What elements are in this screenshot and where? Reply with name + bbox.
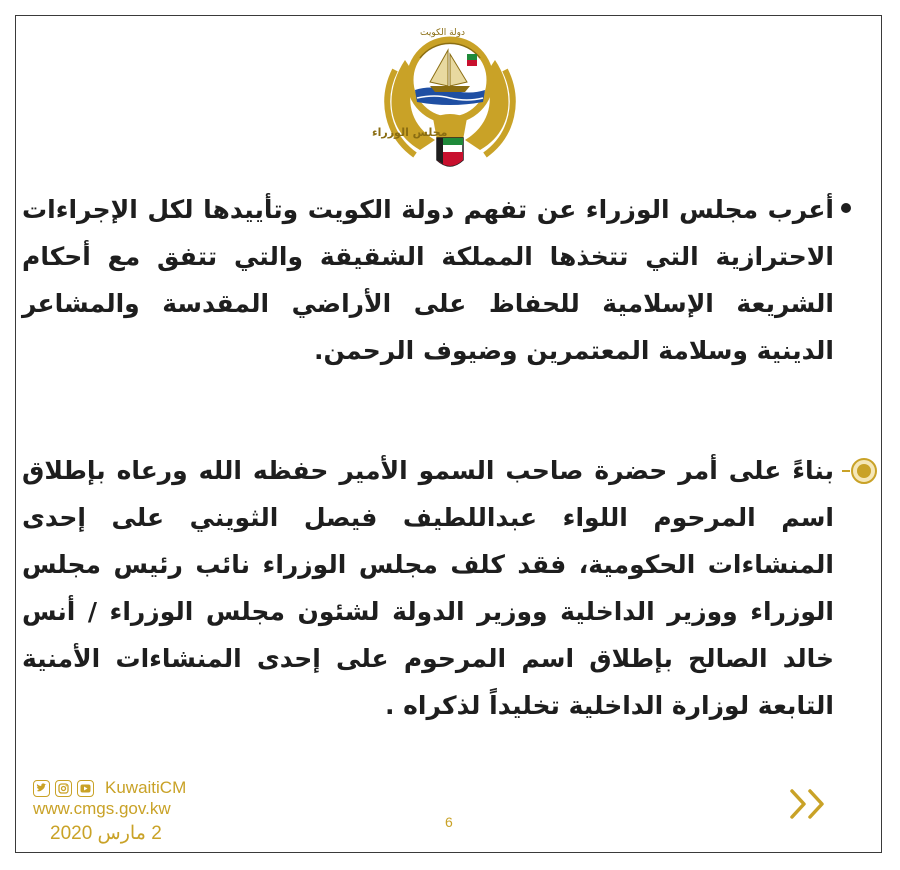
twitter-icon[interactable]	[33, 780, 50, 797]
paragraph-2: بناءً على أمر حضرة صاحب السمو الأمير حفظه الله ورعاه بإطلاق اسم المرحوم اللواء عبداللطيف فيصل الثويني على إحدى المنشاءات الحكومية، فقد كلف مجلس الوزراء نائب رئيس مجلس الوزراء ووزير الداخلية ووزير الدولة لشئون مجلس الوزراء / أنس خالد الصالح بإطلاق اسم المرحوم على إحدى المنشاءات الأمنية التابعة لوزارة الداخلية تخليداً لذكراه .	[22, 456, 834, 720]
social-handle[interactable]: KuwaitiCM	[105, 778, 187, 797]
emblem-side-text: مجلس الوزراء	[372, 126, 448, 139]
gold-bullet-icon	[842, 457, 878, 485]
page-number: 6	[445, 814, 453, 830]
paragraph-1: أعرب مجلس الوزراء عن تفهم دولة الكويت وتأييدها لكل الإجراءات الاحترازية التي تتخذها المملكة الشقيقة والتي تتفق مع أحكام الشريعة الإسلامية للحفاظ على الأراضي المقدسة والمشاعر الدينية وسلامة المعتمرين وضيوف الرحمن.	[22, 195, 834, 365]
instagram-icon[interactable]	[55, 780, 72, 797]
kuwait-state-emblem-icon	[375, 20, 525, 180]
date: 2 مارس 2020	[50, 823, 162, 844]
emblem-top-text: دولة الكويت	[420, 28, 465, 38]
youtube-icon[interactable]	[77, 780, 94, 797]
double-chevron-right-icon[interactable]	[788, 787, 830, 821]
bullet-dot-icon	[841, 203, 851, 213]
social-links	[33, 778, 186, 798]
website-link[interactable]: www.cmgs.gov.kw	[33, 799, 171, 818]
